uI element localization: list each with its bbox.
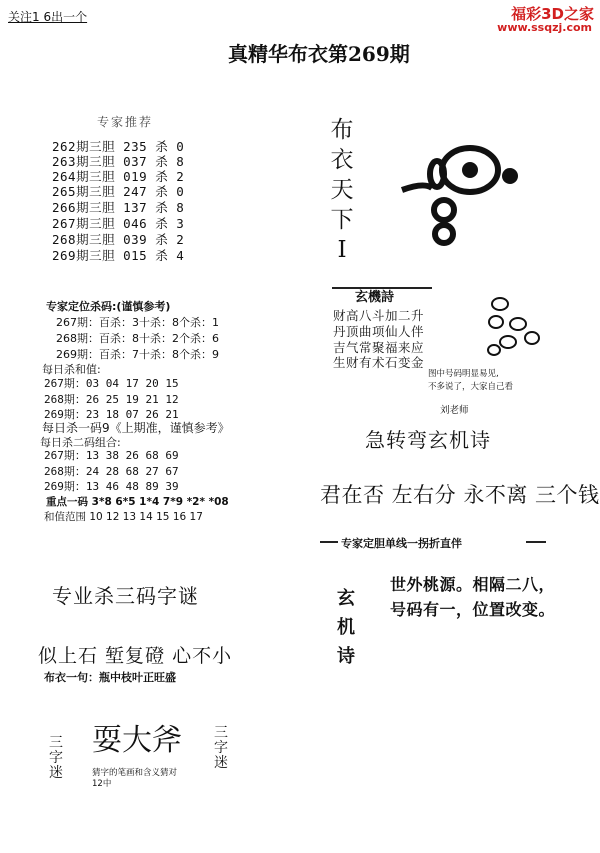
top-note: 关注1 6出一个: [8, 10, 88, 24]
mystery-poem-title: 急转弯玄机诗: [365, 428, 491, 452]
xuanji-poem-line: 号码有一，位置改变。: [390, 600, 556, 619]
recommend-row: 267期三胆 046 杀 3: [52, 216, 185, 231]
sum-kill-row: 267期：03 04 17 20 15: [44, 377, 179, 390]
recommend-heading: 专家推荐: [97, 115, 154, 129]
sum-kill-row: 269期：23 18 07 26 21: [44, 408, 179, 421]
picture-note: [428, 368, 513, 394]
single-line-title: 专家定胆单线一拐折直伴: [341, 537, 462, 550]
number-puzzle-drawing: [392, 138, 532, 248]
xuanji-vertical-title: 玄机诗: [337, 588, 355, 667]
position-kill-row: 269期：百杀：7十杀：8个杀：9: [56, 348, 219, 361]
recommend-row: 268期三胆 039 杀 2: [52, 232, 185, 247]
site-title[interactable]: 福彩3D之家: [511, 5, 594, 23]
riddle-small-note: 猜字的笔画和含义猜对12中: [92, 768, 178, 789]
key-code: 重点一码 3*8 6*5 1*4 7*9 *2* *08: [46, 496, 229, 508]
picture-note-line: 不多说了，大家自己看: [428, 382, 514, 392]
riddle-title: 专业杀三码字谜: [52, 584, 199, 608]
poem-line: 丹顶曲项仙人伴: [333, 324, 425, 339]
sum-kill-row: 268期：26 25 19 21 12: [44, 393, 179, 406]
phrase-line: 君在否 左右分 永不离 三个钱: [320, 483, 600, 507]
poem-title: 玄機詩: [355, 290, 395, 305]
recommend-row: 264期三胆 019 杀 2: [52, 169, 185, 184]
riddle-vertical-left: 三字迷: [49, 735, 63, 781]
sum-kill-title: 每日杀和值:: [42, 363, 101, 376]
position-kill-title: 专家定位杀码:(谨慎参考): [46, 300, 171, 313]
position-kill-row: 268期：百杀：8十杀：2个杀：6: [56, 332, 219, 345]
buyi-line: 布衣一句：瓶中枝叶正旺盛: [44, 671, 176, 684]
riddle-vertical-right: 三字迷: [214, 725, 228, 771]
position-kill-row: 267期：百杀：3十杀：8个杀：1: [56, 316, 219, 329]
poem-line: 财高八斗加二升: [333, 308, 425, 323]
coin-drawing: [478, 294, 548, 360]
riddle-text: 似上石 堑复磴 心不小: [38, 645, 233, 667]
site-url[interactable]: www.ssqzj.com: [497, 21, 592, 34]
poem-line: 吉气常聚福来应: [333, 340, 425, 355]
one-code-title: 每日杀一码9《上期准，谨慎参考》: [42, 421, 230, 435]
xuanji-poem-line: 世外桃源。相隔二八，: [390, 575, 556, 594]
recommend-row: 269期三胆 015 杀 4: [52, 248, 185, 263]
riddle-big-word: 耍大斧: [92, 723, 182, 758]
two-code-row: 269期：13 46 48 89 39: [44, 480, 179, 493]
main-title: 真精华布衣第269期: [228, 42, 410, 66]
teacher-name: 刘老师: [440, 405, 469, 416]
recommend-row: 262期三胆 235 杀 0: [52, 139, 185, 154]
buyi-vertical-title: 布衣天下Ⅰ: [330, 117, 354, 263]
divider-left: [320, 541, 338, 543]
recommend-row: 263期三胆 037 杀 8: [52, 154, 185, 169]
two-code-title: 每日杀二码组合:: [40, 436, 121, 449]
recommend-row: 265期三胆 247 杀 0: [52, 184, 185, 199]
picture-note-line: 图中号码明显易见,: [428, 369, 499, 379]
sum-range: 和值范围 10 12 13 14 15 16 17: [44, 511, 203, 523]
divider-right: [526, 541, 546, 543]
recommend-row: 266期三胆 137 杀 8: [52, 200, 185, 215]
poem-line: 生财有术石变金: [333, 355, 425, 370]
two-code-row: 267期：13 38 26 68 69: [44, 449, 179, 462]
two-code-row: 268期：24 28 68 27 67: [44, 465, 179, 478]
